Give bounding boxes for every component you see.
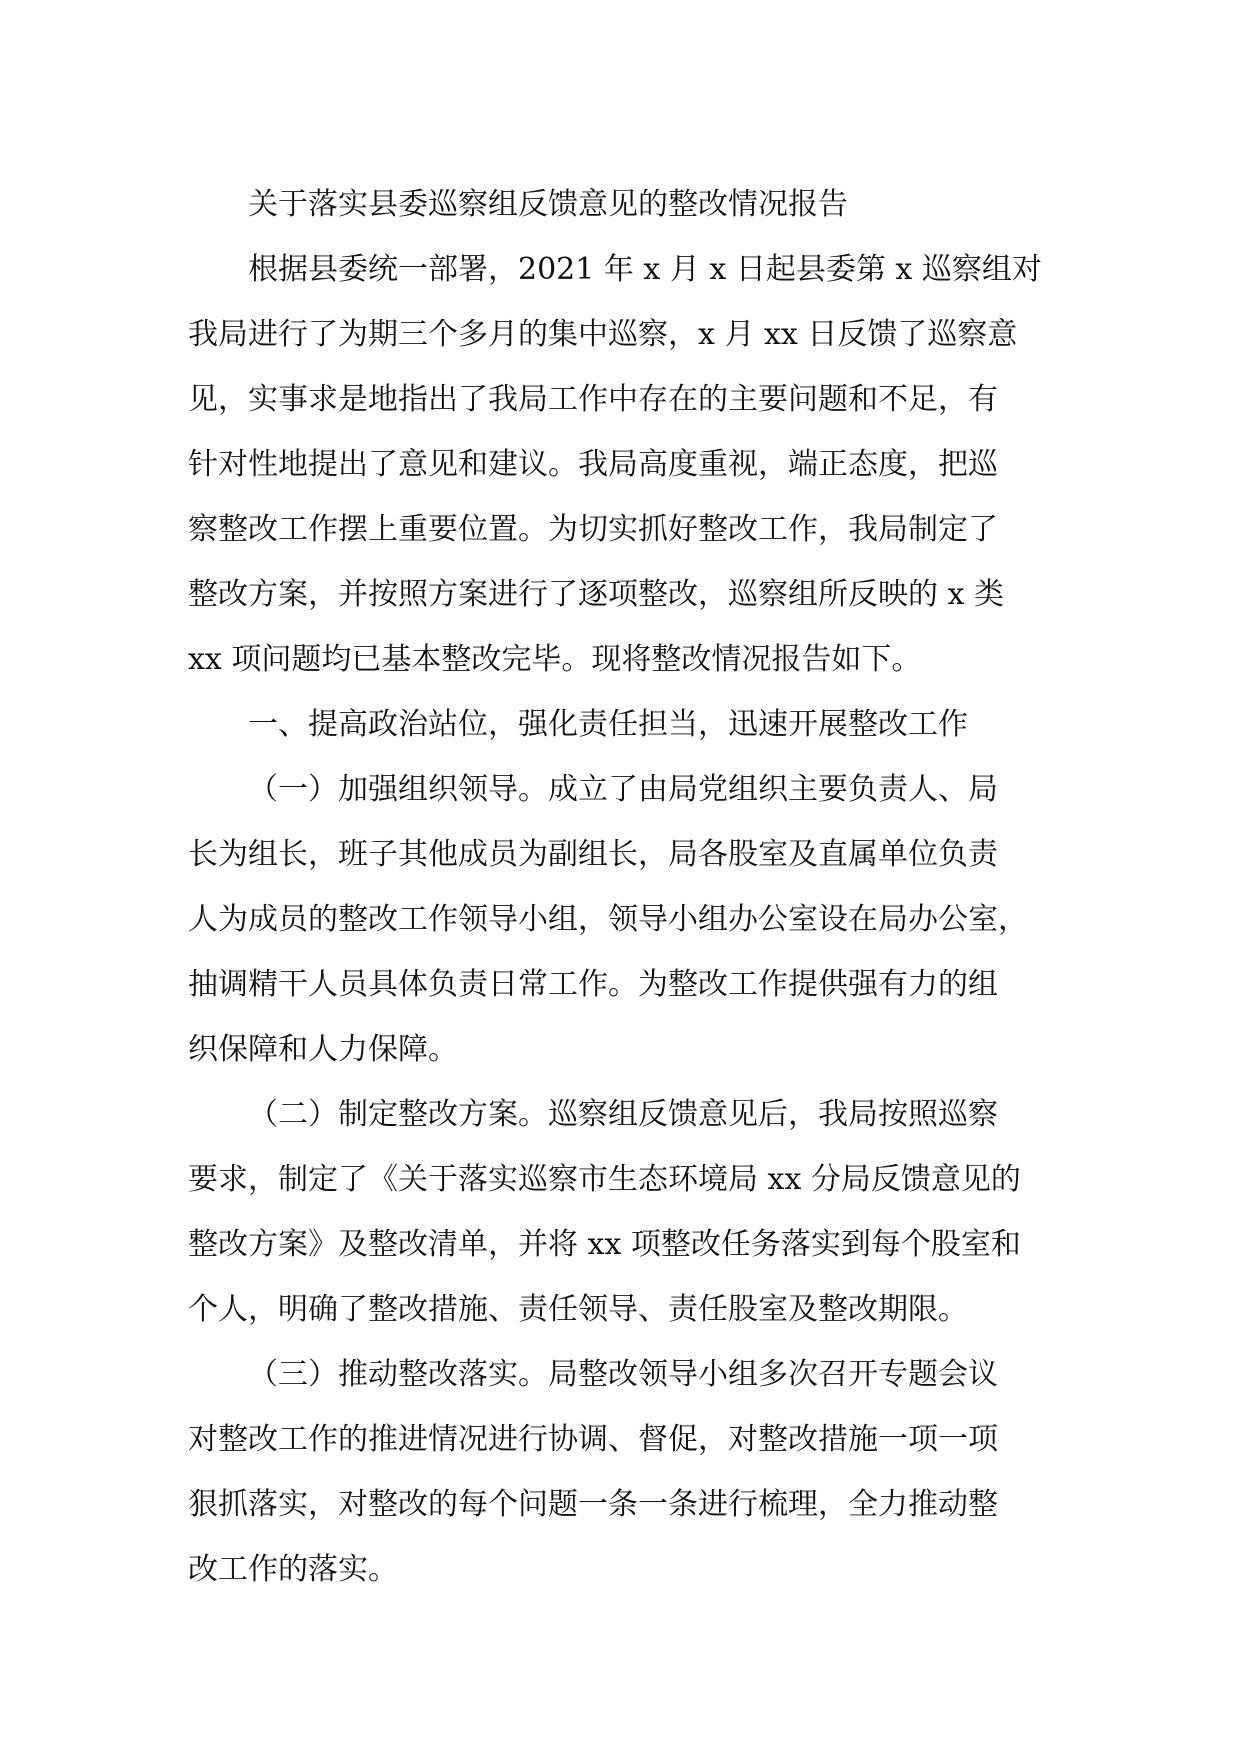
paragraph-line: 改工作的落实。: [188, 1552, 398, 1587]
section-heading: 一、提高政治站位，强化责任担当，迅速开展整改工作: [248, 707, 968, 742]
paragraph-line: （三）推动整改落实。局整改领导小组多次召开专题会议: [248, 1357, 998, 1392]
paragraph-line: 整改方案》及整改清单，并将 xx 项整改任务落实到每个股室和: [188, 1227, 1021, 1262]
paragraph-line: 织保障和人力保障。: [188, 1032, 458, 1067]
paragraph-line: 狠抓落实，对整改的每个问题一条一条进行梳理，全力推动整: [188, 1487, 998, 1522]
paragraph-line: 对整改工作的推进情况进行协调、督促，对整改措施一项一项: [188, 1422, 998, 1457]
paragraph-line: （二）制定整改方案。巡察组反馈意见后，我局按照巡察: [248, 1097, 998, 1132]
paragraph-line: 要求，制定了《关于落实巡察市生态环境局 xx 分局反馈意见的: [188, 1162, 1021, 1197]
paragraph-line: 长为组长，班子其他成员为副组长，局各股室及直属单位负责: [188, 837, 998, 872]
paragraph-line: 我局进行了为期三个多月的集中巡察，x 月 xx 日反馈了巡察意: [188, 317, 1018, 352]
paragraph-line: 察整改工作摆上重要位置。为切实抓好整改工作，我局制定了: [188, 512, 998, 547]
report-body: [188, 172, 1068, 1602]
paragraph-line: 见，实事求是地指出了我局工作中存在的主要问题和不足，有: [188, 382, 998, 417]
paragraph-line: （一）加强组织领导。成立了由局党组织主要负责人、局: [248, 772, 998, 807]
paragraph-line: xx 项问题均已基本整改完毕。现将整改情况报告如下。: [188, 642, 922, 677]
paragraph-line: 针对性地提出了意见和建议。我局高度重视，端正态度，把巡: [188, 447, 998, 482]
paragraph-line: 个人，明确了整改措施、责任领导、责任股室及整改期限。: [188, 1292, 968, 1327]
paragraph-line: 人为成员的整改工作领导小组，领导小组办公室设在局办公室，: [188, 902, 1028, 937]
document-title: 关于落实县委巡察组反馈意见的整改情况报告: [248, 187, 848, 222]
paragraph-line: 抽调精干人员具体负责日常工作。为整改工作提供强有力的组: [188, 967, 998, 1002]
paragraph-line: 根据县委统一部署，2021 年 x 月 x 日起县委第 x 巡察组对: [248, 252, 1042, 287]
paragraph-line: 整改方案，并按照方案进行了逐项整改，巡察组所反映的 x 类: [188, 577, 1004, 612]
